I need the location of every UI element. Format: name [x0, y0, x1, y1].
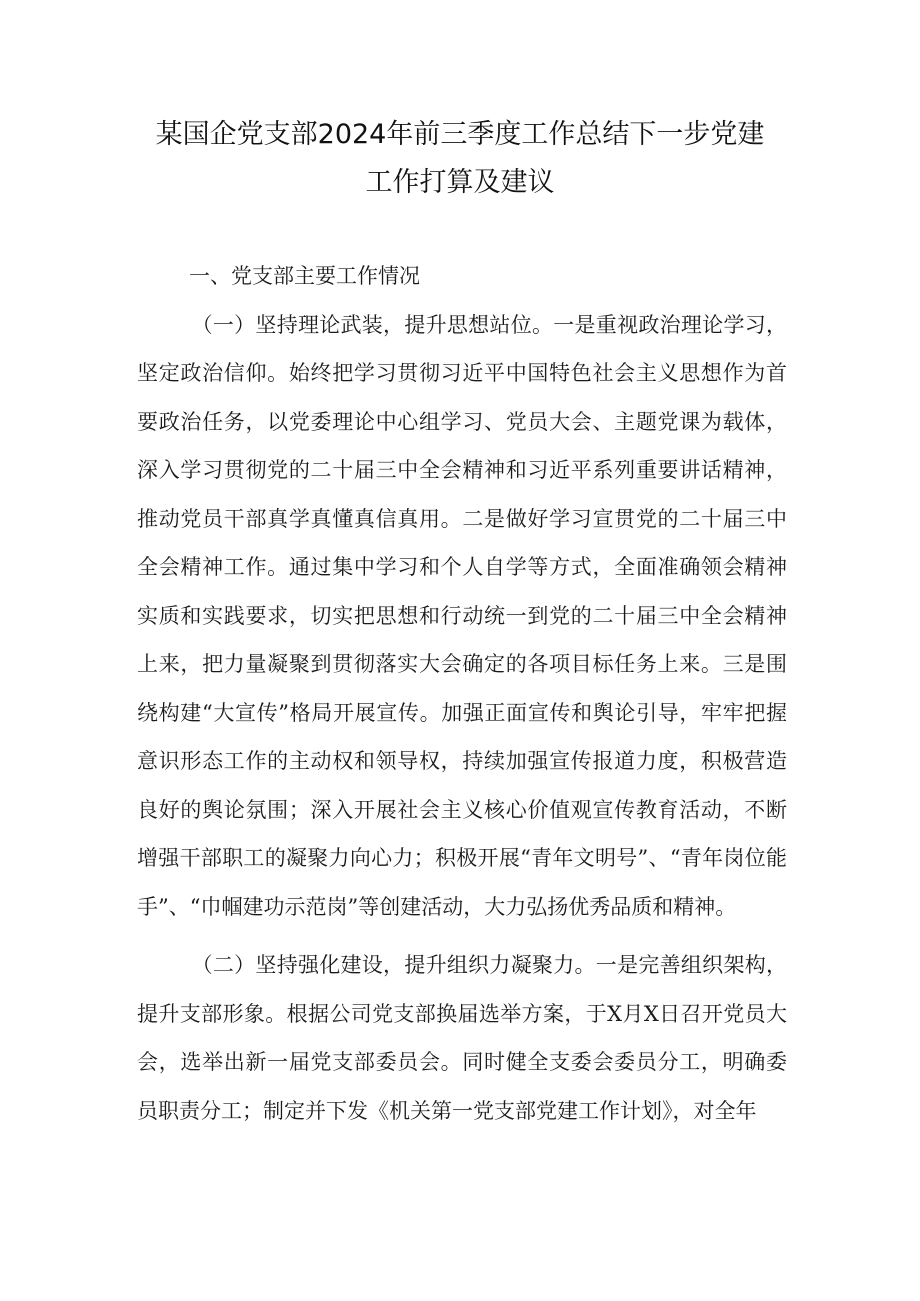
document-body	[137, 252, 787, 1135]
paragraph-2: （二）坚持强化建设，提升组织力凝聚力。一是完善组织架构，提升支部形象。根据公司党支部换届选举方案，于X月X日召开党员大会，选举出新一届党支部委员会。同时健全支委会委员分工，明确委员职责分工；制定并下发《机关第一党支部党建工作计划》，对全年	[137, 953, 787, 1123]
document-title-line-1: 某国企党支部2024年前三季度工作总结下一步党建	[155, 119, 765, 150]
paragraph-1: （一）坚持理论武装，提升思想站位。一是重视政治理论学习，坚定政治信仰。始终把学习贯彻习近平中国特色社会主义思想作为首要政治任务，以党委理论中心组学习、党员大会、主题党课为载体，深入学习贯彻党的二十届三中全会精神和习近平系列重要讲话精神，推动党员干部真学真懂真信真用。二是做好学习宣贯党的二十届三中全会精神工作。通过集中学习和个人自学等方式，全面准确领会精神实质和实践要求，切实把思想和行动统一到党的二十届三中全会精神上来，把力量凝聚到贯彻落实大会确定的各项目标任务上来。三是围绕构建“大宣传”格局开展宣传。加强正面宣传和舆论引导，牢牢把握意识形态工作的主动权和领导权，持续加强宣传报道力度，积极营造良好的舆论氛围；深入开展社会主义核心价值观宣传教育活动，不断增强干部职工的凝聚力向心力；积极开展“青年文明号”、“青年岗位能手”、“巾帼建功示范岗”等创建活动，大力弘扬优秀品质和精神。	[137, 312, 787, 919]
section-heading: 一、党支部主要工作情况	[189, 264, 420, 288]
paragraph-gap	[137, 931, 787, 941]
document-title-line-2: 工作打算及建议	[365, 167, 555, 198]
